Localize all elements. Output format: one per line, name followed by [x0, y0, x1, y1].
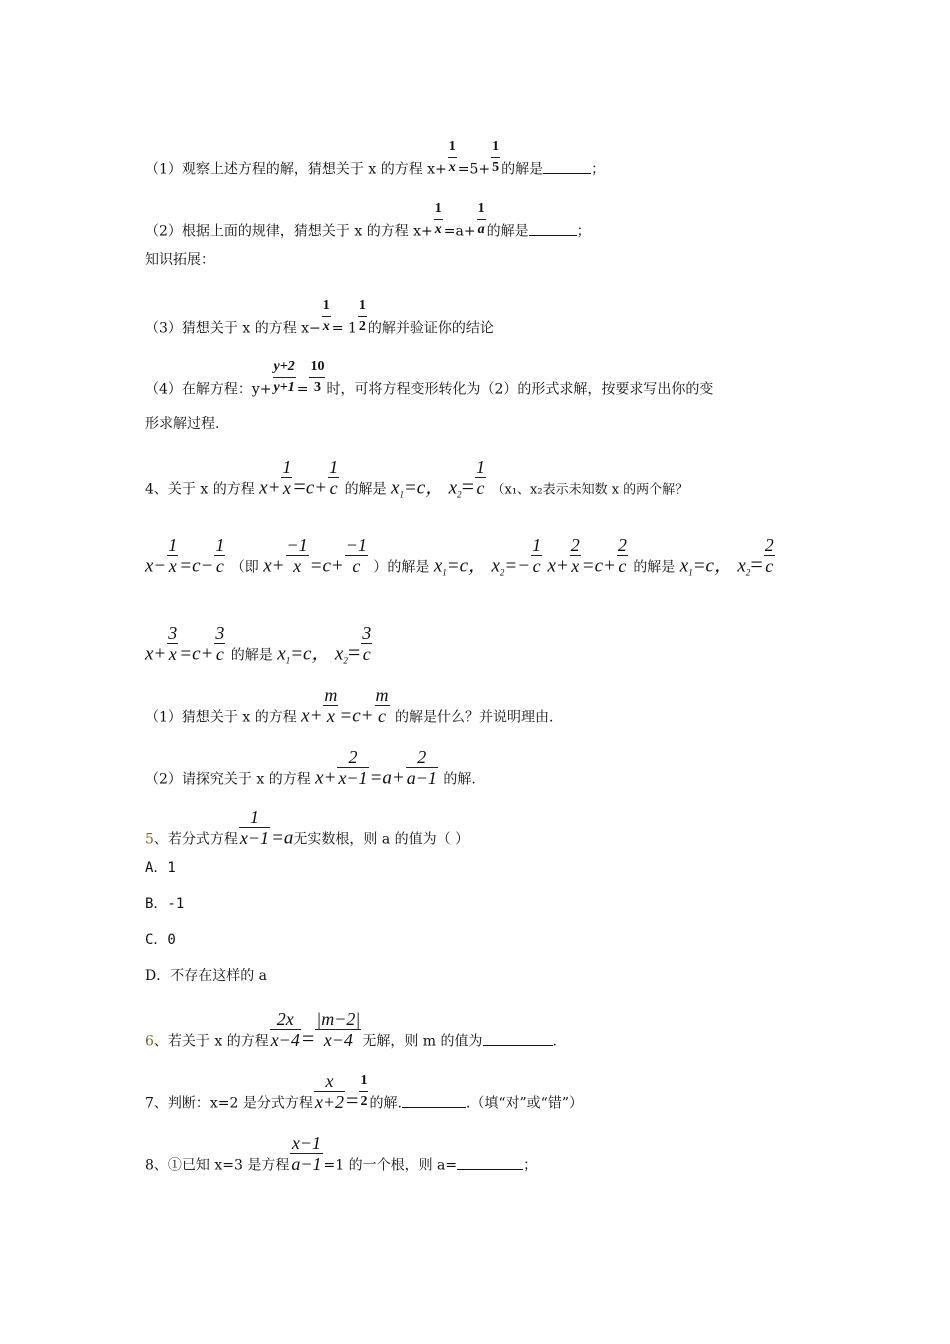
question-4-sub-2: （2）请探究关于 x 的方程 x+ $\frac{2}{x-1}$ =a+ $\frac{2}{a-1}$ 的解. [145, 747, 476, 789]
problem-part-4-cont: 形求解过程. [145, 416, 220, 432]
fraction-y-plus-2-over-y-plus-1: $\frac{y+2}{y+1}$ [273, 359, 295, 395]
fraction-10-over-3: $\frac{10}{3}$ [310, 359, 325, 395]
fraction-1-over-x: $\frac{1}{x}$ [322, 298, 330, 334]
question-4-line-2: x− $\frac{1}{x}$ =c− $\frac{1}{c}$ （即 x+ $\frac{-1}{x}$ =c+ $\frac{-1}{c}$ ）的解是 $x_1=c$， $x_2=-$ $\frac{1}{c}$ x+ $\frac{2}{x}$ =c+ $\frac{2}{c}$ 的解是 $x_1=c$， $x_2=$ $\frac{2}{c}$ [145, 535, 774, 578]
problem-part-3: （3）猜想关于 x 的方程 x− $\frac{1}{x}$ = 1 $\frac{1}{2}$ 的解并验证你的结论 [145, 298, 494, 337]
question-6: 6、若关于 x 的方程 $\frac{2x}{x-4}$ = $\frac{|m-2|}{x-4}$ 无解，则 m 的值为 . [145, 1009, 557, 1051]
question-4-line-3: x+ $\frac{3}{x}$ =c+ $\frac{3}{c}$ 的解是 $x_1=c$， $x_2=$ $\frac{3}{c}$ [145, 623, 372, 666]
question-5: 5、若分式方程 $\frac{1}{x-1}$ =a无实数根，则 a 的值为（ ） [145, 807, 470, 849]
problem-part-2: （2）根据上面的规律，猜想关于 x 的方程 x+ $\frac{1}{x}$ =a+ $\frac{1}{a}$ 的解是 ； [145, 201, 591, 240]
fraction-1-over-2: $\frac{1}{2}$ [358, 298, 366, 334]
question-8: 8、①已知 x=3 是方程 $\frac{x-1}{a-1}$ =1 的一个根，则 a= ； [145, 1133, 538, 1174]
option-c[interactable]: C．0 [145, 932, 176, 948]
part-1-text: （1）观察上述方程的解，猜想关于 x 的方程 x+ [145, 161, 447, 178]
problem-part-1: （1）观察上述方程的解，猜想关于 x 的方程 x+ $\frac{1}{x}$ =5+ $\frac{1}{5}$ 的解是 ； [145, 139, 606, 178]
fraction-1-over-x: $\frac{1}{x}$ [434, 201, 442, 237]
question-4-line-1: 4、关于 x 的方程 x+ $\frac{1}{x}$ =c+ $\frac{1}{c}$ 的解是 $x_1=c$， $x_2=$ $\frac{1}{c}$ （x₁、x₂表示未知数 x 的两个解？ [145, 457, 689, 500]
answer-blank[interactable] [457, 1155, 523, 1170]
answer-blank[interactable] [402, 1093, 466, 1108]
answer-blank[interactable] [483, 1031, 553, 1046]
fraction-1-over-a: $\frac{1}{a}$ [477, 201, 485, 237]
question-7: 7、判断：x=2 是分式方程 $\frac{x}{x+2}$ = $\frac{1}{2}$ 的解. .（填“对”或“错”） [145, 1071, 583, 1113]
option-b[interactable]: B．-1 [145, 896, 185, 912]
section-heading-extension: 知识拓展： [145, 252, 215, 268]
fraction-1-over-x: $\frac{1}{x}$ [448, 139, 456, 175]
option-a[interactable]: A．1 [145, 860, 176, 876]
option-d[interactable]: D．不存在这样的 a [145, 968, 268, 984]
fraction-1-over-5: $\frac{1}{5}$ [492, 139, 500, 175]
question-4-sub-1: （1）猜想关于 x 的方程 x+ $\frac{m}{x}$ =c+ $\frac{m}{c}$ 的解是什么？并说明理由. [145, 685, 554, 727]
answer-blank[interactable] [529, 221, 577, 236]
problem-part-4: （4）在解方程：y+ $\frac{y+2}{y+1}$ = $\frac{10}{3}$ 时，可将方程变形转化为（2）的形式求解，按要求写出你的变 [145, 359, 714, 398]
answer-blank[interactable] [543, 159, 591, 174]
